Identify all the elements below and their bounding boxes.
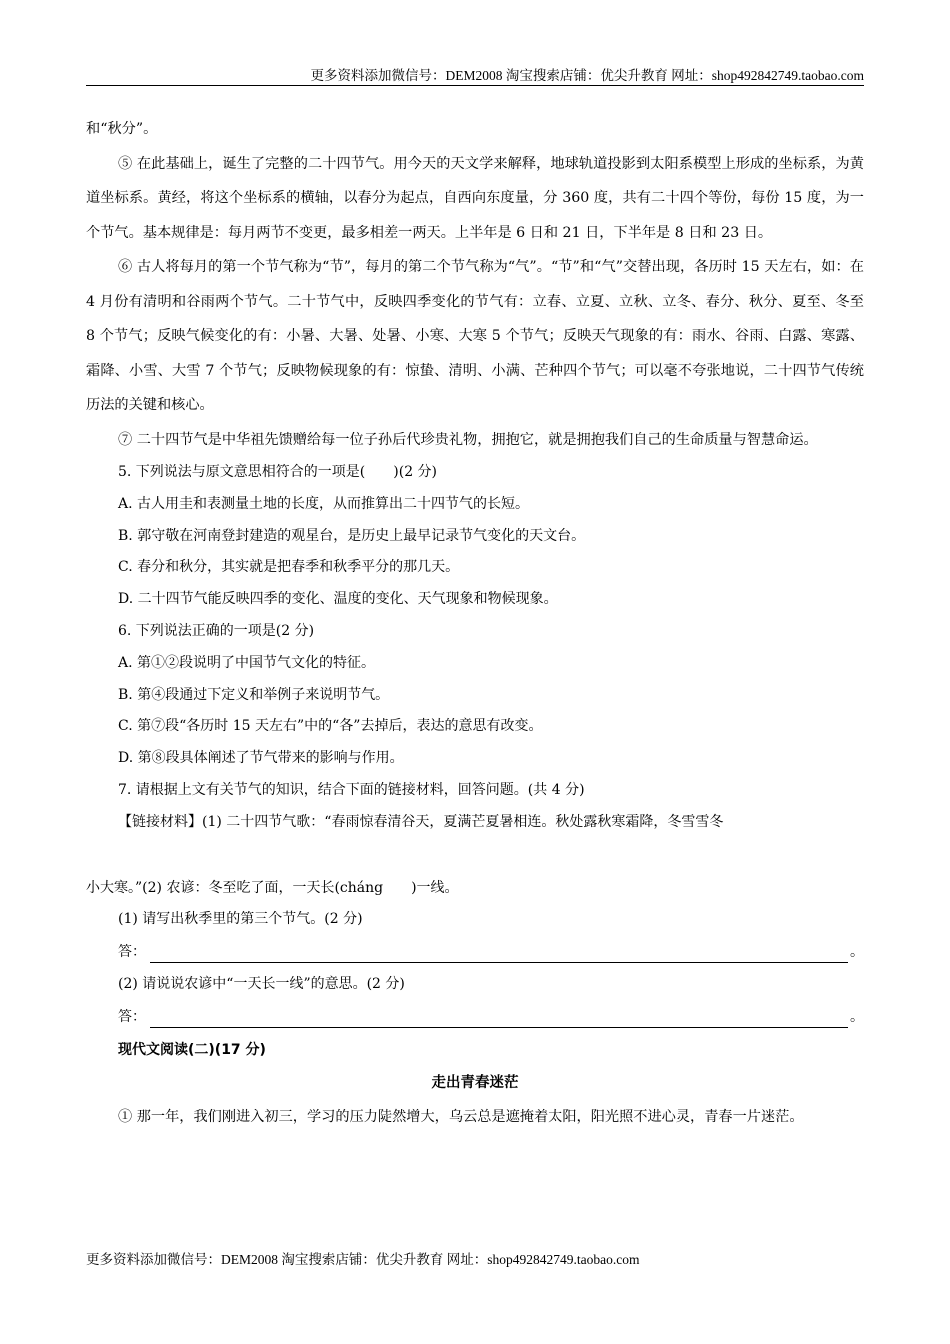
answer-label: 答： (118, 1008, 146, 1025)
question-5-option-c: C. 春分和秋分，其实就是把春季和秋季平分的那几天。 (118, 559, 460, 576)
paragraph-6: ⑥ 古人将每月的第一个节气称为“节”，每月的第二个节气称为“气”。“节”和“气”交替出现，各历时 15 天左右，如：在 4 月份有清明和谷雨两个节气。二十节气中，反映四季变化的节气有：立春、立夏、立秋、立冬、春分、秋分、夏至、冬至 8 个节气；反映气候变化的有：小暑、大暑、处暑、小寒、大寒 5 个节气；反映天气现象的有：雨水、谷雨、白露、寒露、霜降、小雪、大雪 7 个节气；反映物候现象的有：惊蛰、清明、小满、芒种四个节气；可以毫不夸张地说，二十四节气传统历法的关键和核心。 (86, 259, 864, 413)
link-material-line-1: 【链接材料】(1) 二十四节气歌：“春雨惊春清谷天，夏满芒夏暑相连。秋处露秋寒霜降，冬雪雪冬 (118, 813, 724, 830)
essay-paragraph-1: ① 那一年，我们刚进入初三，学习的压力陡然增大，乌云总是遮掩着太阳，阳光照不进心灵，青春一片迷茫。 (118, 1108, 804, 1125)
section-title: 现代文阅读(二)(17 分) (118, 1041, 266, 1058)
question-5-option-d: D. 二十四节气能反映四季的变化、温度的变化、天气现象和物候现象。 (118, 591, 558, 608)
answer-end-mark: 。 (850, 1008, 864, 1025)
question-6: 6. 下列说法正确的一项是(2 分) (118, 622, 315, 639)
question-6-option-a: A. 第①②段说明了中国节气文化的特征。 (118, 654, 376, 671)
essay-title: 走出青春迷茫 (431, 1074, 519, 1091)
answer-blank-2[interactable] (150, 1003, 848, 1028)
question-6-option-d: D. 第⑧段具体阐述了节气带来的影响与作用。 (118, 750, 404, 767)
paragraph-5: ⑤ 在此基础上，诞生了完整的二十四节气。用今天的天文学来解释，地球轨道投影到太阳系模型上形成的坐标系，为黄道坐标系。黄经，将这个坐标系的横轴，以春分为起点，自西向东度量，分 360 度，共有二十四个等份，每份 15 度，为一个节气。基本规律是：每月两节不变更，最多相差一两天。上半年是 6 日和 21 日，下半年是 8 日和 23 日。 (86, 155, 864, 241)
question-6-option-c: C. 第⑦段“各历时 15 天左右”中的“各”去掉后，表达的意思有改变。 (118, 718, 543, 735)
header-divider (86, 85, 864, 86)
page-header: 更多资料添加微信号：DEM2008 淘宝搜索店铺：优尖升教育 网址：shop492842749.taobao.com (310, 68, 864, 83)
page-footer: 更多资料添加微信号：DEM2008 淘宝搜索店铺：优尖升教育 网址：shop492842749.taobao.com (86, 1252, 640, 1267)
answer-label: 答： (118, 944, 146, 961)
question-7-1: (1) 请写出秋季里的第三个节气。(2 分) (118, 911, 363, 928)
page-content (86, 112, 864, 1134)
paragraph-7: ⑦ 二十四节气是中华祖先馈赠给每一位子孙后代珍贵礼物，拥抱它，就是拥抱我们自己的生命质量与智慧命运。 (118, 431, 818, 448)
question-7: 7. 请根据上文有关节气的知识，结合下面的链接材料，回答问题。(共 4 分) (118, 781, 585, 798)
answer-end-mark: 。 (850, 944, 864, 961)
question-6-option-b: B. 第④段通过下定义和举例子来说明节气。 (118, 686, 390, 703)
answer-line-2 (86, 1001, 864, 1034)
question-5-option-b: B. 郭守敬在河南登封建造的观星台，是历史上最早记录节气变化的天文台。 (118, 527, 586, 544)
question-7-2: (2) 请说说农谚中“一天长一线”的意思。(2 分) (118, 976, 405, 993)
link-material-line-2: 小大寒。”(2) 农谚：冬至吃了面，一天长(cháng )一线。 (86, 879, 459, 896)
answer-line-1 (86, 936, 864, 969)
question-5-option-a: A. 古人用圭和表测量土地的长度，从而推算出二十四节气的长短。 (118, 495, 530, 512)
question-5: 5. 下列说法与原文意思相符合的一项是( )(2 分) (118, 464, 438, 480)
paragraph-continuation: 和“秋分”。 (86, 121, 158, 137)
answer-blank-1[interactable] (150, 938, 848, 963)
